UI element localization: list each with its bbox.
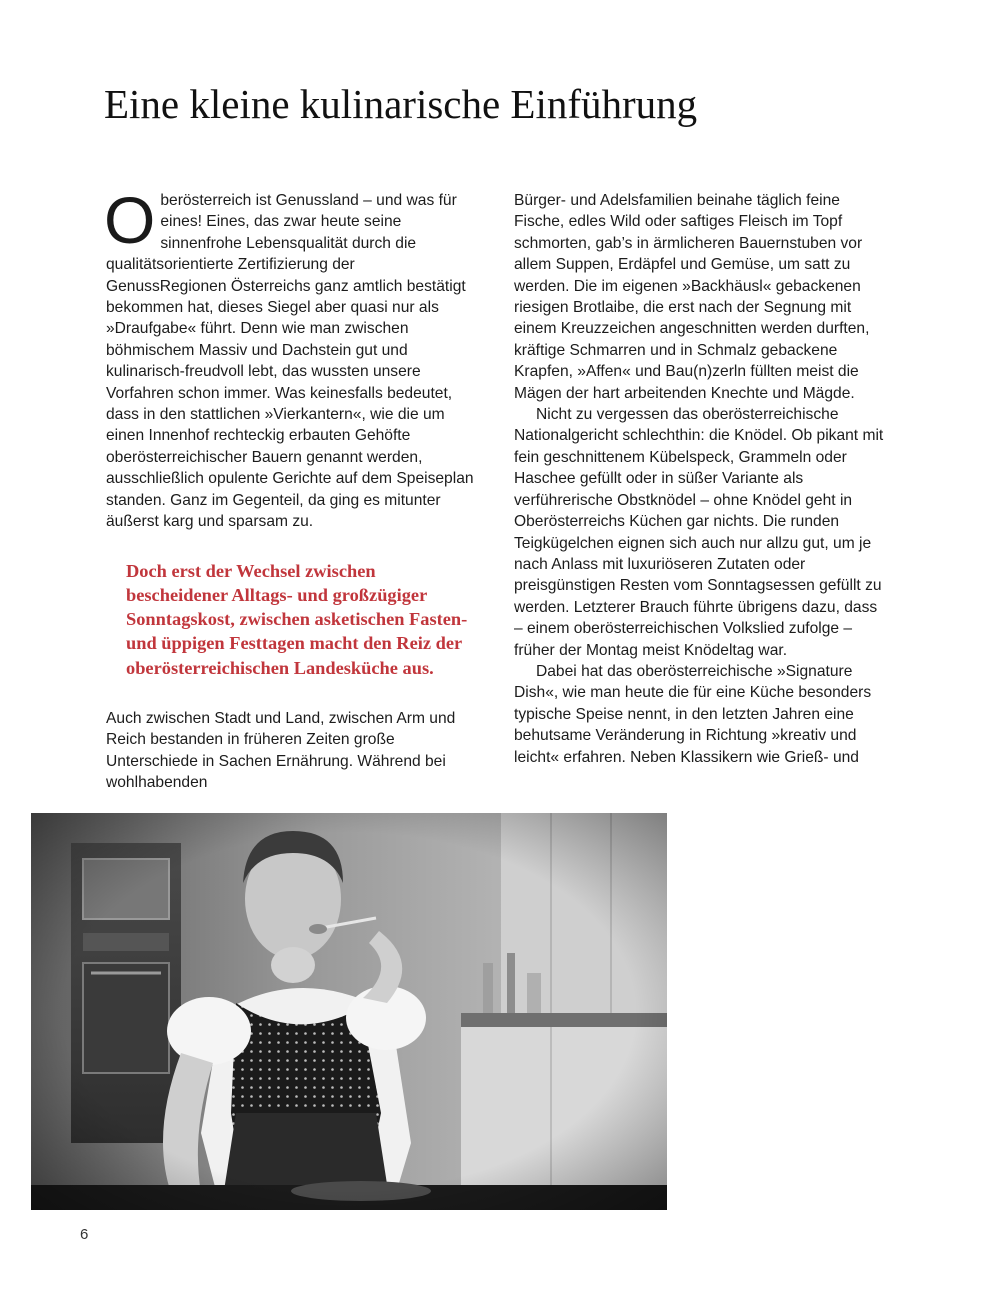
page-title: Eine kleine kulinarische Einführung: [104, 81, 698, 127]
body-paragraph: Bürger- und Adelsfamilien beinahe täglich feine Fische, edles Wild oder saftiges Fleisch im Topf schmorten, gab’s in ärmlicheren Bauernstuben vor allem Suppen, Erdäpfel und Gemüse, um satt zu werden. Die im eigenen »Backhäusl« gebackenen riesigen Brotlaibe, die erst nach der Segnung mit einem Kreuzzeichen angeschnitten werden durften, kräftige Schmarren und in Schmalz gebackene Krapfen, »Affen« und Bau(n)zerln füllten meist die Mägen der hart arbeitenden Knechte und Mägde.: [514, 192, 870, 402]
body-paragraph: Dabei hat das oberösterreichische »Signature Dish«, wie man heute die für eine Küche besonders typische Speise nennt, in den letzten Jahren eine behutsame Veränderung in Richtung »kreativ und leicht« erfahren. Neben Klassikern wie Grieß- und: [514, 662, 872, 766]
kitchen-photo: [31, 813, 667, 1210]
body-paragraph: Nicht zu vergessen das oberösterreichische Nationalgericht schlechthin: die Knödel. Ob pikant mit fein geschnittenem Kübelspeck, Grammeln oder Haschee gefüllt oder in süßer Variante als verführerische Obstknödel – ohne Knödel geht in Oberösterreichs Küchen gar nichts. Die runden Teigkügelchen eignen sich auch nur allzu gut, um je nach Anlass mit luxuriöseren Zutaten oder preisgünstigen Resten vom Sonntagsessen gefüllt zu werden. Letzterer Brauch führte übrigens dazu, dass – einem oberösterreichischen Volkslied zufolge – früher der Montag meist Knödeltag war.: [514, 406, 884, 659]
pull-quote: Doch erst der Wechsel zwischen bescheidener Alltags- und großzügiger Sonntagskost, zwischen asketischen Fasten- und üppigen Festtagen macht den Reiz der oberösterreichischen Landesküche aus.: [126, 560, 468, 678]
right-column: [514, 190, 886, 768]
page-number: 6: [80, 1226, 89, 1243]
left-column: [104, 183, 478, 794]
photo-illustration: [31, 813, 667, 1210]
intro-paragraph: [104, 183, 478, 533]
drop-cap: O: [104, 183, 156, 257]
outro-paragraph: Auch zwischen Stadt und Land, zwischen Arm und Reich bestanden in früheren Zeiten große Unterschiede in Sachen Ernährung. Während bei wohlhabenden: [106, 709, 456, 792]
intro-text: berösterreich ist Genussland – und was für eines! Eines, das zwar heute seine sinnenfrohe Lebensqualität durch die qualitätsorientierte Zertifizierung der GenussRegionen Österreichs ganz amtlich bestätigt bekommen hat, dieses Siegel aber quasi nur als »Draufgabe« führt. Denn wie man zwischen böhmischem Massiv und Dachstein gut und kulinarisch-freudvoll lebt, das wussten unsere Vorfahren schon immer. Was keinesfalls bedeutet, dass in den stattlichen »Vierkantern«, wie die um einen Innenhof rechteckig erbauten Gehöfte oberösterreichischer Bauern genannt werden, ausschließlich opulente Gerichte auf dem Speiseplan standen. Ganz im Gegenteil, da ging es mitunter äußerst karg und sparsam zu.: [106, 192, 474, 531]
